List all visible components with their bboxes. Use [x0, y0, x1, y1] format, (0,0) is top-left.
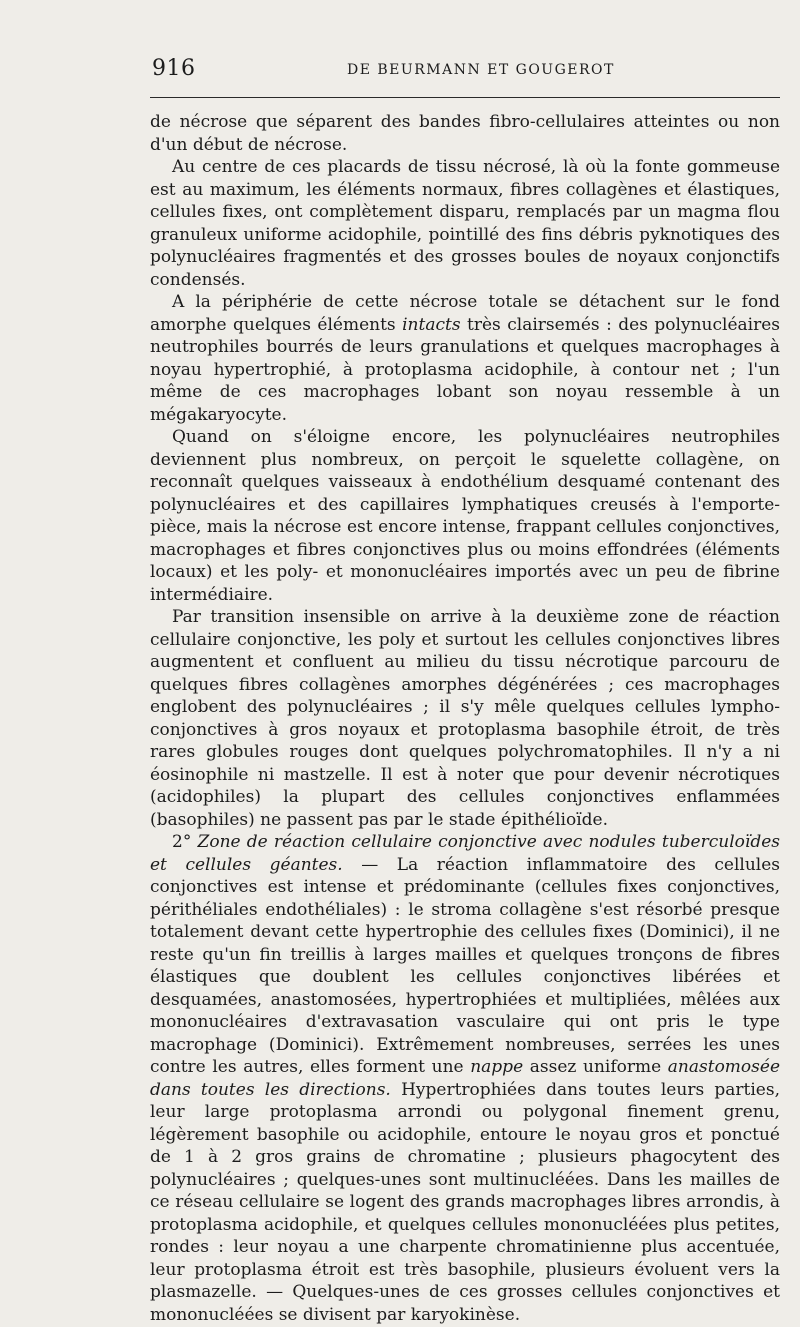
running-head: DE BEURMANN ET GOUGEROT — [347, 62, 615, 78]
text-run: très clairsemés : des polynucléaires neutrophiles bourrés de leurs granulations et quelques macrophages à noyau hypertrophié, à protoplasma acidophile, à contour net ; l'un même de ces macrophages lobant son noyau ressemble à un mégakaryocyte. — [150, 314, 780, 425]
italic-run: nappe — [470, 1057, 524, 1077]
paragraph-6 — [150, 831, 780, 1326]
header-rule — [150, 97, 780, 98]
text-run: assez uniforme — [523, 1057, 668, 1077]
paragraph-4: Quand on s'éloigne encore, les polynucléaires neutrophiles deviennent plus nombreux, on perçoit le squelette collagène, on reconnaît quelques vaisseaux à endothélium desquamé contenant des polynucléaires et des capillaires lymphatiques creusés à l'emporte-pièce, mais la nécrose est encore intense, frappant cellules conjonctives, macrophages et fibres conjonctives plus ou moins effondrées (éléments locaux) et les poly- et mononucléaires importés avec un peu de fibrine intermédiaire. — [150, 427, 780, 605]
italic-run: anastomosée dans toutes les directions. — [150, 1057, 781, 1100]
page-header — [152, 56, 780, 86]
paragraph-2: Au centre de ces placards de tissu nécrosé, là où la fonte gommeuse est au maximum, les éléments normaux, fibres collagènes et élastiques, cellules fixes, ont complètement disparu, remplacés par un magma flou granuleux uniforme acidophile, pointillé des fins débris pyknotiques des polynucléaires fragmentés et des grosses boules de noyaux conjonctifs condensés. — [150, 157, 780, 290]
section-number: 2° — [172, 832, 198, 852]
paragraph-3 — [150, 291, 780, 426]
paragraph-5: Par transition insensible on arrive à la deuxième zone de réaction cellulaire conjonctive, les poly et surtout les cellules conjonctives libres augmentent et confluent au milieu du tissu nécrotique parcouru de quelques fibres collagènes amorphes dégénérées ; ces macrophages englobent des polynucléaires ; il s'y mêle quelques cellules lympho-conjonctives à gros noyaux et protoplasma basophile étroit, de très rares globules rouges dont quelques polychromatophiles. Il n'y a ni éosinophile ni mastzelle. Il est à noter que pour devenir nécrotiques (acidophiles) la plupart des cellules conjonctives enflammées (basophiles) ne passent pas par le stade épithélioïde. — [150, 607, 780, 830]
page-number: 916 — [152, 56, 196, 81]
text-run: Hypertrophiées dans toutes leurs parties, leur large protoplasma arrondi ou polygonal finement grenu, légèrement basophile ou acidophile, entoure le noyau gros et ponctué de 1 à 2 gros grains de chromatine ; plusieurs phagocytent des polynucléaires ; quelques-unes sont multinucléées. Dans les mailles de ce réseau cellulaire se logent des grands macrophages libres arrondis, à protoplasma acidophile, et quelques cellules mononucléées plus petites, rondes : leur noyau a une charpente chromatinienne plus accentuée, leur protoplasma étroit est très basophile, plusieurs évoluent vers la plasmazelle. — Quelques-unes de ces grosses cellules conjonctives et mononucléées se divisent par karyokinèse. — [150, 1079, 780, 1325]
text-run: A la périphérie de cette nécrose totale se détachent sur le fond amorphe quelques éléments — [150, 292, 780, 335]
italic-run: intacts — [402, 314, 461, 335]
paragraph-1: de nécrose que séparent des bandes fibro-cellulaires atteintes ou non d'un début de nécrose. — [150, 112, 780, 155]
text-run: — La réaction inflammatoire des cellules conjonctives est intense et prédominante (cellules fixes conjonctives, périthéliales endothéliales) : le stroma collagène s'est résorbé presque totalement devant cette hypertrophie des cellules fixes (Dominici), il ne reste qu'un fin treillis à larges mailles et quelques tronçons de fibres élastiques que doublent les cellules conjonctives libérées et desquamées, anastomosées, hypertrophiées et multipliées, mêlées aux mononucléaires d'extravasation vasculaire qui ont pris le type macrophage (Dominici). Extrêmement nombreuses, serrées les unes contre les autres, elles forment une — [150, 854, 780, 1077]
section-heading: Zone de réaction cellulaire conjonctive avec nodules tuberculoïdes et cellules géantes. — [150, 832, 780, 875]
body-text — [150, 111, 780, 1326]
